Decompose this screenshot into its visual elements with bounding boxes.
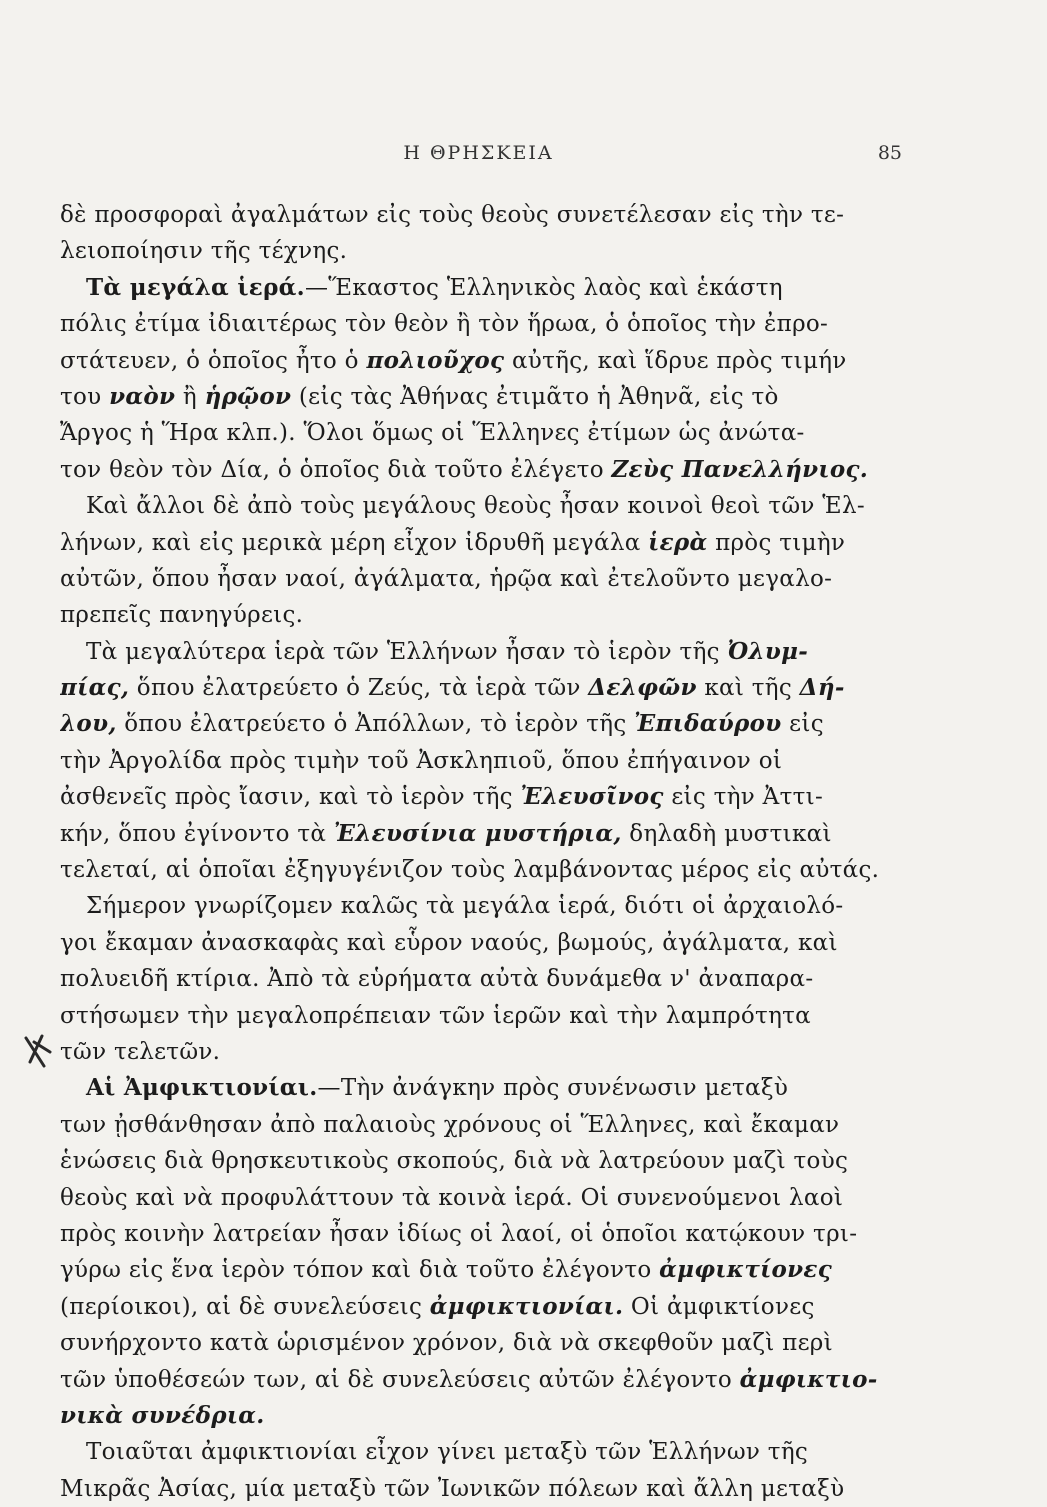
text-run: καὶ τῆς bbox=[696, 675, 800, 702]
emphasized-text: ἀμφικτιονίαι. bbox=[429, 1292, 624, 1320]
text-line bbox=[60, 270, 880, 306]
emphasized-text: Ζεὺς Πανελλήνιος. bbox=[611, 455, 869, 483]
emphasized-text: πολιοῦχος bbox=[366, 346, 505, 374]
page-number: 85 bbox=[877, 142, 902, 164]
text-line bbox=[60, 1143, 880, 1179]
text-run: τῶν ὑποθέσεών των, αἱ δὲ συνελεύσεις αὐτῶν ἐλέγοντο bbox=[60, 1366, 740, 1393]
text-line bbox=[60, 1434, 880, 1470]
text-run: τον θεὸν τὸν Δία, ὁ ὁποῖος διὰ τοῦτο ἐλέγετο bbox=[60, 456, 612, 483]
text-run: πολυειδῆ κτίρια. Ἀπὸ τὰ εὑρήματα αὐτὰ δυνάμεθα ν' ἀναπαρα- bbox=[60, 966, 814, 993]
text-line bbox=[60, 1034, 880, 1070]
text-run: πρεπεῖς πανηγύρεις. bbox=[60, 602, 304, 629]
text-run: ἀσθενεῖς πρὸς ἴασιν, καὶ τὸ ἱερὸν τῆς bbox=[60, 784, 521, 811]
text-run: πόλις ἐτίμα ἰδιαιτέρως τὸν θεὸν ἢ τὸν ἥρωα, ὁ ὁποῖος τὴν ἐπρο- bbox=[60, 311, 829, 338]
text-line bbox=[60, 670, 880, 706]
text-run: συνήρχοντο κατὰ ὡρισμένον χρόνον, διὰ νὰ σκεφθοῦν μαζὶ περὶ bbox=[60, 1330, 833, 1357]
emphasized-text: ναὸν bbox=[109, 382, 176, 410]
text-run: λειοποίησιν τῆς τέχνης. bbox=[60, 238, 348, 265]
text-line bbox=[60, 306, 880, 342]
text-line bbox=[60, 1252, 880, 1288]
text-line bbox=[60, 343, 880, 379]
text-line bbox=[60, 634, 880, 670]
emphasized-text: Ἐπιδαύρου bbox=[634, 710, 782, 738]
text-run: Καὶ ἄλλοι δὲ ἀπὸ τοὺς μεγάλους θεοὺς ἦσαν κοινοὶ θεοὶ τῶν Ἑλ- bbox=[86, 493, 865, 520]
text-line bbox=[60, 233, 880, 269]
text-run: αὐτῶν, ὅπου ἦσαν ναοί, ἀγάλματα, ἡρῷα καὶ ἐτελοῦντο μεγαλο- bbox=[60, 565, 833, 592]
emphasized-text: ἡρῷον bbox=[204, 382, 292, 410]
text-run: —Ἕκαστος Ἑλληνικὸς λαὸς καὶ ἑκάστη bbox=[304, 274, 783, 301]
body-text bbox=[60, 197, 880, 1507]
text-run: πρὸς κοινὴν λατρείαν ἦσαν ἰδίως οἱ λαοί, οἱ ὁποῖοι κατῴκουν τρι- bbox=[60, 1220, 858, 1247]
emphasized-text: Δή- bbox=[799, 674, 845, 702]
text-line bbox=[60, 1362, 880, 1398]
emphasized-text: ἀμφικτιο- bbox=[739, 1365, 878, 1393]
text-line bbox=[60, 1107, 880, 1143]
text-line bbox=[60, 1216, 880, 1252]
text-line bbox=[60, 1325, 880, 1361]
text-run: Ἄργος ἡ Ἥρα κλπ.). Ὅλοι ὅμως οἱ Ἕλληνες ἐτίμων ὡς ἀνώτα- bbox=[60, 420, 805, 447]
emphasized-text: νικὰ συνέδρια. bbox=[60, 1401, 265, 1429]
text-run: (εἰς τὰς Ἀθήνας ἐτιμᾶτο ἡ Ἀθηνᾶ, εἰς τὸ bbox=[291, 383, 779, 410]
pencil-mark-icon bbox=[22, 1032, 56, 1072]
text-run: θεοὺς καὶ νὰ προφυλάττουν τὰ κοινὰ ἱερά. Οἱ συνενούμενοι λαοὶ bbox=[60, 1184, 844, 1211]
emphasized-text: πίας, bbox=[60, 674, 130, 702]
text-run: γύρω εἰς ἕνα ἱερὸν τόπον καὶ διὰ τοῦτο ἐλέγοντο bbox=[60, 1257, 660, 1284]
text-run: δηλαδὴ μυστικαὶ bbox=[621, 820, 832, 847]
text-line bbox=[60, 1289, 880, 1325]
text-line bbox=[60, 525, 880, 561]
text-line bbox=[60, 852, 880, 888]
emphasized-text: Δελφῶν bbox=[588, 674, 697, 702]
text-run: κήν, ὅπου ἐγίνοντο τὰ bbox=[60, 820, 334, 847]
text-run: γοι ἔκαμαν ἀνασκαφὰς καὶ εὗρον ναούς, βωμούς, ἀγάλματα, καὶ bbox=[60, 929, 838, 956]
text-run: Τὰ μεγαλύτερα ἱερὰ τῶν Ἑλλήνων ἦσαν τὸ ἱερὸν τῆς bbox=[86, 638, 728, 665]
text-run: των ᾐσθάνθησαν ἀπὸ παλαιοὺς χρόνους οἱ Ἕλληνες, καὶ ἔκαμαν bbox=[60, 1111, 840, 1138]
text-line bbox=[60, 1398, 880, 1434]
emphasized-text: Τὰ μεγάλα ἱερά. bbox=[86, 273, 305, 301]
text-line bbox=[60, 998, 880, 1034]
page-header bbox=[60, 142, 902, 172]
text-run: Μικρᾶς Ἀσίας, μία μεταξὺ τῶν Ἰωνικῶν πόλεων καὶ ἄλλη μεταξὺ bbox=[60, 1475, 845, 1502]
text-line bbox=[60, 415, 880, 451]
text-run: ὅπου ἐλατρεύετο ὁ Ζεύς, τὰ ἱερὰ τῶν bbox=[129, 675, 589, 702]
text-run: πρὸς τιμὴν bbox=[707, 529, 846, 556]
text-line bbox=[60, 743, 880, 779]
text-run: τελεταί, αἱ ὁποῖαι ἐξηγυγένιζον τοὺς λαμβάνοντας μέρος εἰς αὐτάς. bbox=[60, 857, 880, 884]
emphasized-text: λου, bbox=[60, 710, 117, 738]
text-run: τῶν τελετῶν. bbox=[60, 1038, 221, 1065]
text-run: στάτευεν, ὁ ὁποῖος ἦτο ὁ bbox=[60, 347, 367, 374]
text-run: Τοιαῦται ἀμφικτιονίαι εἶχον γίνει μεταξὺ τῶν Ἑλλήνων τῆς bbox=[86, 1439, 809, 1466]
text-line bbox=[60, 1180, 880, 1216]
text-line bbox=[60, 816, 880, 852]
text-line bbox=[60, 379, 880, 415]
text-run: λήνων, καὶ εἰς μερικὰ μέρη εἶχον ἱδρυθῆ μεγάλα bbox=[60, 529, 649, 556]
emphasized-text: Ὀλυμ- bbox=[727, 637, 809, 665]
emphasized-text: Αἱ Ἀμφικτιονίαι. bbox=[86, 1074, 318, 1102]
text-run: ὅπου ἐλατρεύετο ὁ Ἀπόλλων, τὸ ἱερὸν τῆς bbox=[116, 711, 635, 738]
text-run: ἢ bbox=[175, 383, 205, 410]
text-line bbox=[60, 1070, 880, 1106]
text-run: στήσωμεν τὴν μεγαλοπρέπειαν τῶν ἱερῶν καὶ τὴν λαμπρότητα bbox=[60, 1002, 812, 1029]
text-line bbox=[60, 925, 880, 961]
text-run: Σήμερον γνωρίζομεν καλῶς τὰ μεγάλα ἱερά, διότι οἱ ἀρχαιολό- bbox=[86, 893, 844, 920]
emphasized-text: ἱερὰ bbox=[648, 528, 708, 556]
text-line bbox=[60, 561, 880, 597]
text-line bbox=[60, 706, 880, 742]
text-line bbox=[60, 452, 880, 488]
text-run: (περίοικοι), αἱ δὲ συνελεύσεις bbox=[60, 1293, 430, 1320]
text-line bbox=[60, 197, 880, 233]
text-line bbox=[60, 488, 880, 524]
running-title: Η ΘΡΗΣΚΕΙΑ bbox=[403, 142, 554, 164]
text-run: τὴν Ἀργολίδα πρὸς τιμὴν τοῦ Ἀσκληπιοῦ, ὅπου ἐπήγαινον οἱ bbox=[60, 747, 783, 774]
text-run: αὐτῆς, καὶ ἵδρυε πρὸς τιμήν bbox=[504, 347, 847, 374]
text-run: εἰς bbox=[781, 711, 824, 738]
text-run: Οἱ ἀμφικτίονες bbox=[623, 1293, 815, 1320]
text-line bbox=[60, 961, 880, 997]
text-line bbox=[60, 597, 880, 633]
text-run: εἰς τὴν Ἀττι- bbox=[663, 784, 824, 811]
text-line bbox=[60, 779, 880, 815]
text-run: του bbox=[60, 383, 110, 410]
text-run: δὲ προσφοραὶ ἀγαλμάτων εἰς τοὺς θεοὺς συνετέλεσαν εἰς τὴν τε- bbox=[60, 202, 845, 228]
emphasized-text: Ἐλευσίνια μυστήρια, bbox=[333, 819, 622, 847]
text-run: ἑνώσεις διὰ θρησκευτικοὺς σκοπούς, διὰ νὰ λατρεύουν μαζὶ τοὺς bbox=[60, 1148, 849, 1175]
text-line bbox=[60, 1471, 880, 1507]
text-run: —Τὴν ἀνάγκην πρὸς συνένωσιν μεταξὺ bbox=[317, 1075, 789, 1102]
emphasized-text: Ἐλευσῖνος bbox=[520, 783, 664, 811]
text-line bbox=[60, 888, 880, 924]
emphasized-text: ἀμφικτίονες bbox=[659, 1256, 833, 1284]
